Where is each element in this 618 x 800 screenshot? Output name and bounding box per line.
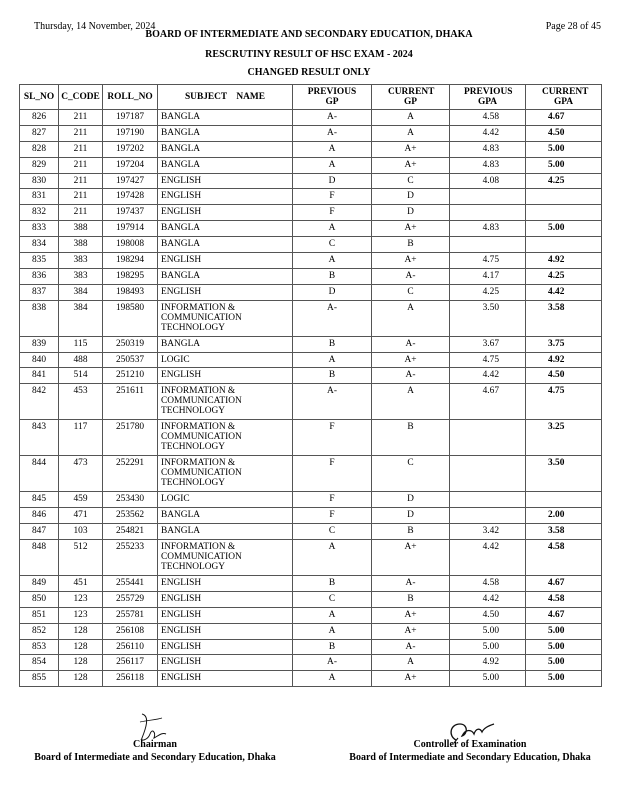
sl-no-cell: 855 [20, 671, 59, 687]
roll-no-cell: 255233 [103, 540, 158, 576]
col-header-previous-gp: PREVIOUS GP [293, 85, 372, 110]
table-row [20, 125, 602, 141]
result-table [19, 84, 602, 687]
roll-no-cell: 197202 [103, 141, 158, 157]
table-row [20, 157, 602, 173]
previous-gpa-cell: 4.67 [450, 384, 526, 420]
previous-gp-cell: A- [293, 384, 372, 420]
subject-cell: BANGLA [158, 157, 293, 173]
c-code-cell: 384 [59, 284, 103, 300]
sl-no-cell: 829 [20, 157, 59, 173]
previous-gp-cell: B [293, 639, 372, 655]
sl-no-cell: 832 [20, 205, 59, 221]
sl-no-cell: 845 [20, 492, 59, 508]
sl-no-cell: 842 [20, 384, 59, 420]
c-code-cell: 473 [59, 456, 103, 492]
previous-gp-cell: F [293, 189, 372, 205]
previous-gpa-cell [450, 205, 526, 221]
current-gp-cell: D [372, 189, 450, 205]
c-code-cell: 115 [59, 336, 103, 352]
roll-no-cell: 198580 [103, 300, 158, 336]
sl-no-cell: 827 [20, 125, 59, 141]
c-code-cell: 383 [59, 268, 103, 284]
previous-gp-cell: D [293, 284, 372, 300]
roll-no-cell: 251611 [103, 384, 158, 420]
previous-gp-cell: A [293, 671, 372, 687]
roll-no-cell: 250319 [103, 336, 158, 352]
col-header-current-gp: CURRENT GP [372, 85, 450, 110]
roll-no-cell: 255729 [103, 591, 158, 607]
subject-cell: ENGLISH [158, 655, 293, 671]
sl-no-cell: 835 [20, 253, 59, 269]
sl-no-cell: 843 [20, 420, 59, 456]
current-gp-cell: B [372, 420, 450, 456]
previous-gp-cell: A [293, 540, 372, 576]
previous-gpa-cell: 4.92 [450, 655, 526, 671]
current-gpa-cell [526, 205, 602, 221]
current-gpa-cell: 4.25 [526, 268, 602, 284]
subject-cell: ENGLISH [158, 623, 293, 639]
current-gpa-cell: 4.25 [526, 173, 602, 189]
current-gp-cell: A- [372, 368, 450, 384]
table-row [20, 623, 602, 639]
table-row [20, 607, 602, 623]
previous-gpa-cell: 4.83 [450, 157, 526, 173]
current-gpa-cell: 4.92 [526, 352, 602, 368]
subject-cell: INFORMATION & COMMUNICATION TECHNOLOGY [158, 384, 293, 420]
previous-gp-cell: B [293, 576, 372, 592]
subject-cell: ENGLISH [158, 284, 293, 300]
sl-no-cell: 851 [20, 607, 59, 623]
table-row [20, 268, 602, 284]
c-code-cell: 117 [59, 420, 103, 456]
current-gp-cell: A+ [372, 221, 450, 237]
c-code-cell: 459 [59, 492, 103, 508]
table-row [20, 655, 602, 671]
sl-no-cell: 852 [20, 623, 59, 639]
c-code-cell: 384 [59, 300, 103, 336]
roll-no-cell: 256118 [103, 671, 158, 687]
c-code-cell: 514 [59, 368, 103, 384]
col-header-current-gpa: CURRENT GPA [526, 85, 602, 110]
previous-gpa-cell: 4.17 [450, 268, 526, 284]
sl-no-cell: 848 [20, 540, 59, 576]
previous-gpa-cell: 4.25 [450, 284, 526, 300]
previous-gp-cell: C [293, 591, 372, 607]
roll-no-cell: 197427 [103, 173, 158, 189]
subject-cell: INFORMATION & COMMUNICATION TECHNOLOGY [158, 420, 293, 456]
previous-gpa-cell: 4.75 [450, 352, 526, 368]
table-row [20, 384, 602, 420]
table-row [20, 173, 602, 189]
subject-cell: ENGLISH [158, 173, 293, 189]
subject-cell: BANGLA [158, 524, 293, 540]
current-gpa-cell [526, 189, 602, 205]
previous-gpa-cell: 4.42 [450, 368, 526, 384]
current-gp-cell: A [372, 384, 450, 420]
roll-no-cell: 256110 [103, 639, 158, 655]
c-code-cell: 451 [59, 576, 103, 592]
sl-no-cell: 839 [20, 336, 59, 352]
current-gp-cell: A+ [372, 141, 450, 157]
subject-cell: BANGLA [158, 336, 293, 352]
c-code-cell: 211 [59, 110, 103, 126]
subject-cell: ENGLISH [158, 253, 293, 269]
subject-cell: LOGIC [158, 352, 293, 368]
current-gp-cell: A+ [372, 540, 450, 576]
previous-gpa-cell: 4.83 [450, 221, 526, 237]
sl-no-cell: 850 [20, 591, 59, 607]
previous-gpa-cell [450, 492, 526, 508]
col-header-previous-gpa: PREVIOUS GPA [450, 85, 526, 110]
previous-gp-cell: A- [293, 300, 372, 336]
table-row [20, 237, 602, 253]
previous-gpa-cell: 5.00 [450, 671, 526, 687]
current-gpa-cell: 4.50 [526, 125, 602, 141]
current-gpa-cell: 5.00 [526, 671, 602, 687]
c-code-cell: 123 [59, 591, 103, 607]
sl-no-cell: 844 [20, 456, 59, 492]
current-gp-cell: B [372, 591, 450, 607]
sl-no-cell: 837 [20, 284, 59, 300]
sl-no-cell: 846 [20, 508, 59, 524]
current-gpa-cell: 3.25 [526, 420, 602, 456]
sl-no-cell: 847 [20, 524, 59, 540]
c-code-cell: 211 [59, 141, 103, 157]
c-code-cell: 211 [59, 189, 103, 205]
current-gp-cell: D [372, 205, 450, 221]
table-row [20, 456, 602, 492]
exam-title: RESCRUTINY RESULT OF HSC EXAM - 2024 [205, 49, 413, 60]
previous-gp-cell: A [293, 141, 372, 157]
previous-gp-cell: D [293, 173, 372, 189]
subject-cell: BANGLA [158, 221, 293, 237]
subject-cell: ENGLISH [158, 576, 293, 592]
current-gp-cell: A [372, 655, 450, 671]
current-gp-cell: D [372, 508, 450, 524]
roll-no-cell: 198295 [103, 268, 158, 284]
c-code-cell: 211 [59, 125, 103, 141]
current-gpa-cell: 3.75 [526, 336, 602, 352]
current-gp-cell: C [372, 284, 450, 300]
sl-no-cell: 828 [20, 141, 59, 157]
c-code-cell: 211 [59, 173, 103, 189]
roll-no-cell: 253430 [103, 492, 158, 508]
board-title: BOARD OF INTERMEDIATE AND SECONDARY EDUCATION, DHAKA [145, 29, 473, 40]
roll-no-cell: 250537 [103, 352, 158, 368]
current-gpa-cell: 4.58 [526, 540, 602, 576]
previous-gp-cell: A [293, 352, 372, 368]
sl-no-cell: 834 [20, 237, 59, 253]
roll-no-cell: 197187 [103, 110, 158, 126]
subject-cell: INFORMATION & COMMUNICATION TECHNOLOGY [158, 300, 293, 336]
previous-gp-cell: F [293, 456, 372, 492]
subject-cell: ENGLISH [158, 189, 293, 205]
previous-gp-cell: B [293, 336, 372, 352]
table-row [20, 189, 602, 205]
table-row [20, 336, 602, 352]
subject-cell: ENGLISH [158, 639, 293, 655]
current-gpa-cell: 5.00 [526, 141, 602, 157]
previous-gp-cell: C [293, 237, 372, 253]
c-code-cell: 512 [59, 540, 103, 576]
c-code-cell: 211 [59, 157, 103, 173]
c-code-cell: 211 [59, 205, 103, 221]
roll-no-cell: 197204 [103, 157, 158, 173]
current-gpa-cell: 5.00 [526, 655, 602, 671]
c-code-cell: 128 [59, 655, 103, 671]
subject-cell: BANGLA [158, 237, 293, 253]
chairman-signature-block [20, 738, 290, 764]
current-gpa-cell: 5.00 [526, 623, 602, 639]
previous-gp-cell: B [293, 368, 372, 384]
current-gp-cell: D [372, 492, 450, 508]
previous-gpa-cell: 4.58 [450, 576, 526, 592]
sl-no-cell: 853 [20, 639, 59, 655]
previous-gpa-cell: 4.42 [450, 591, 526, 607]
roll-no-cell: 251780 [103, 420, 158, 456]
table-row [20, 110, 602, 126]
current-gpa-cell: 4.58 [526, 591, 602, 607]
current-gpa-cell: 4.67 [526, 607, 602, 623]
sl-no-cell: 826 [20, 110, 59, 126]
col-header-subject-name: SUBJECT NAME [158, 85, 293, 110]
previous-gp-cell: A [293, 221, 372, 237]
current-gpa-cell: 4.67 [526, 110, 602, 126]
previous-gp-cell: A [293, 623, 372, 639]
current-gp-cell: A [372, 125, 450, 141]
table-row [20, 205, 602, 221]
previous-gpa-cell: 4.58 [450, 110, 526, 126]
current-gpa-cell: 4.50 [526, 368, 602, 384]
current-gpa-cell: 2.00 [526, 508, 602, 524]
table-row [20, 540, 602, 576]
controller-signature-block [340, 738, 600, 764]
current-gpa-cell: 4.75 [526, 384, 602, 420]
c-code-cell: 123 [59, 607, 103, 623]
sl-no-cell: 830 [20, 173, 59, 189]
c-code-cell: 383 [59, 253, 103, 269]
table-row [20, 576, 602, 592]
c-code-cell: 128 [59, 623, 103, 639]
chairman-title: Chairman [133, 739, 177, 750]
previous-gpa-cell: 4.42 [450, 125, 526, 141]
roll-no-cell: 255441 [103, 576, 158, 592]
roll-no-cell: 197190 [103, 125, 158, 141]
table-row [20, 671, 602, 687]
subject-cell: ENGLISH [158, 205, 293, 221]
current-gp-cell: A- [372, 639, 450, 655]
table-row [20, 639, 602, 655]
sl-no-cell: 831 [20, 189, 59, 205]
sl-no-cell: 854 [20, 655, 59, 671]
previous-gp-cell: C [293, 524, 372, 540]
controller-title: Controller of Examination [413, 739, 527, 750]
previous-gpa-cell: 3.42 [450, 524, 526, 540]
previous-gp-cell: A- [293, 110, 372, 126]
table-row [20, 141, 602, 157]
subject-cell: BANGLA [158, 125, 293, 141]
current-gp-cell: A+ [372, 607, 450, 623]
previous-gpa-cell [450, 456, 526, 492]
previous-gp-cell: A [293, 157, 372, 173]
previous-gp-cell: A- [293, 125, 372, 141]
previous-gp-cell: A- [293, 655, 372, 671]
sl-no-cell: 838 [20, 300, 59, 336]
previous-gpa-cell [450, 237, 526, 253]
current-gpa-cell [526, 492, 602, 508]
previous-gp-cell: A [293, 607, 372, 623]
previous-gpa-cell: 4.83 [450, 141, 526, 157]
roll-no-cell: 256108 [103, 623, 158, 639]
c-code-cell: 471 [59, 508, 103, 524]
current-gpa-cell: 3.58 [526, 300, 602, 336]
table-row [20, 284, 602, 300]
sl-no-cell: 840 [20, 352, 59, 368]
subject-cell: BANGLA [158, 268, 293, 284]
c-code-cell: 128 [59, 639, 103, 655]
current-gp-cell: A+ [372, 157, 450, 173]
c-code-cell: 453 [59, 384, 103, 420]
previous-gpa-cell: 4.42 [450, 540, 526, 576]
current-gpa-cell: 5.00 [526, 639, 602, 655]
current-gp-cell: A [372, 110, 450, 126]
col-header-sl-no: SL_NO [20, 85, 59, 110]
roll-no-cell: 253562 [103, 508, 158, 524]
subject-cell: ENGLISH [158, 607, 293, 623]
previous-gpa-cell: 5.00 [450, 623, 526, 639]
table-row [20, 508, 602, 524]
chairman-organization: Board of Intermediate and Secondary Education, Dhaka [34, 752, 276, 763]
current-gp-cell: C [372, 173, 450, 189]
current-gpa-cell: 5.00 [526, 221, 602, 237]
current-gp-cell: A- [372, 268, 450, 284]
c-code-cell: 488 [59, 352, 103, 368]
previous-gp-cell: F [293, 508, 372, 524]
current-gpa-cell [526, 237, 602, 253]
sl-no-cell: 833 [20, 221, 59, 237]
previous-gp-cell: A [293, 253, 372, 269]
subject-cell: ENGLISH [158, 591, 293, 607]
current-gp-cell: C [372, 456, 450, 492]
subject-cell: ENGLISH [158, 368, 293, 384]
c-code-cell: 103 [59, 524, 103, 540]
previous-gpa-cell: 3.67 [450, 336, 526, 352]
roll-no-cell: 255781 [103, 607, 158, 623]
current-gpa-cell: 3.58 [526, 524, 602, 540]
previous-gpa-cell [450, 420, 526, 456]
subject-cell: ENGLISH [158, 671, 293, 687]
previous-gp-cell: F [293, 205, 372, 221]
sl-no-cell: 836 [20, 268, 59, 284]
previous-gpa-cell: 4.75 [450, 253, 526, 269]
subject-cell: BANGLA [158, 508, 293, 524]
current-gp-cell: A+ [372, 352, 450, 368]
current-gp-cell: B [372, 237, 450, 253]
current-gp-cell: A+ [372, 623, 450, 639]
current-gpa-cell: 5.00 [526, 157, 602, 173]
current-gp-cell: A+ [372, 253, 450, 269]
subject-cell: BANGLA [158, 110, 293, 126]
result-subtitle: CHANGED RESULT ONLY [247, 67, 371, 78]
current-gp-cell: A- [372, 576, 450, 592]
table-row [20, 253, 602, 269]
current-gp-cell: A+ [372, 671, 450, 687]
current-gpa-cell: 4.67 [526, 576, 602, 592]
subject-cell: LOGIC [158, 492, 293, 508]
previous-gp-cell: F [293, 420, 372, 456]
roll-no-cell: 197428 [103, 189, 158, 205]
table-row [20, 300, 602, 336]
previous-gpa-cell: 4.08 [450, 173, 526, 189]
col-header-roll-no: ROLL_NO [103, 85, 158, 110]
print-date: Thursday, 14 November, 2024 [34, 21, 156, 32]
previous-gpa-cell: 5.00 [450, 639, 526, 655]
sl-no-cell: 849 [20, 576, 59, 592]
current-gp-cell: A- [372, 336, 450, 352]
roll-no-cell: 197914 [103, 221, 158, 237]
previous-gp-cell: F [293, 492, 372, 508]
page-number: Page 28 of 45 [545, 21, 601, 32]
controller-organization: Board of Intermediate and Secondary Education, Dhaka [349, 752, 591, 763]
subject-cell: BANGLA [158, 141, 293, 157]
current-gpa-cell: 4.92 [526, 253, 602, 269]
table-row [20, 221, 602, 237]
roll-no-cell: 252291 [103, 456, 158, 492]
table-row [20, 352, 602, 368]
current-gp-cell: A [372, 300, 450, 336]
current-gp-cell: B [372, 524, 450, 540]
previous-gpa-cell [450, 189, 526, 205]
table-header-row [20, 85, 602, 110]
table-row [20, 524, 602, 540]
table-row [20, 591, 602, 607]
table-row [20, 420, 602, 456]
subject-cell: INFORMATION & COMMUNICATION TECHNOLOGY [158, 456, 293, 492]
previous-gpa-cell: 3.50 [450, 300, 526, 336]
roll-no-cell: 254821 [103, 524, 158, 540]
col-header-c-code: C_CODE [59, 85, 103, 110]
roll-no-cell: 198294 [103, 253, 158, 269]
table-row [20, 368, 602, 384]
sl-no-cell: 841 [20, 368, 59, 384]
current-gpa-cell: 3.50 [526, 456, 602, 492]
roll-no-cell: 256117 [103, 655, 158, 671]
subject-cell: INFORMATION & COMMUNICATION TECHNOLOGY [158, 540, 293, 576]
c-code-cell: 388 [59, 237, 103, 253]
previous-gpa-cell [450, 508, 526, 524]
c-code-cell: 128 [59, 671, 103, 687]
table-row [20, 492, 602, 508]
c-code-cell: 388 [59, 221, 103, 237]
previous-gp-cell: B [293, 268, 372, 284]
roll-no-cell: 197437 [103, 205, 158, 221]
previous-gpa-cell: 4.50 [450, 607, 526, 623]
roll-no-cell: 198008 [103, 237, 158, 253]
roll-no-cell: 198493 [103, 284, 158, 300]
roll-no-cell: 251210 [103, 368, 158, 384]
current-gpa-cell: 4.42 [526, 284, 602, 300]
